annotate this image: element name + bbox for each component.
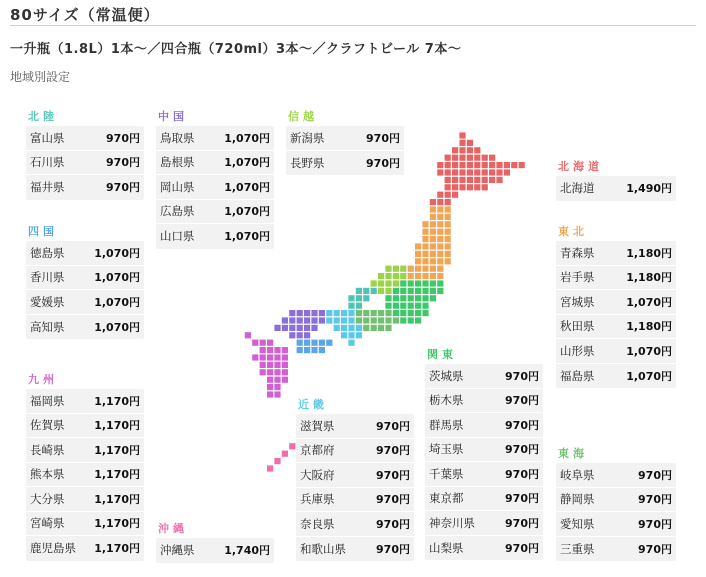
prefecture-name: 埼玉県 [429,442,464,457]
prefecture-name: 和歌山県 [300,541,346,556]
shipping-price: 1,170円 [94,468,140,482]
rate-row [286,126,404,151]
prefecture-name: 岡山県 [160,179,195,194]
region-title-hokuriku: 北陸 [28,110,58,123]
rate-row [556,176,676,201]
rate-row [26,290,144,315]
shipping-price: 1,070円 [626,295,672,309]
prefecture-name: 兵庫県 [300,492,335,507]
shipping-price: 1,170円 [94,492,140,506]
rate-table-kyushu [26,389,144,561]
rate-table-shinetsu [286,126,404,175]
region-chugoku [156,108,274,249]
prefecture-name: 福島県 [560,368,595,383]
prefecture-name: 茨城県 [429,368,464,383]
region-okinawa [156,520,274,563]
region-title-kyushu: 九州 [28,373,58,386]
region-hokuriku [26,108,144,200]
prefecture-name: 香川県 [30,270,65,285]
area-setting-label: 地域別設定 [10,70,71,84]
shipping-price: 1,070円 [94,271,140,285]
rate-row [156,151,274,176]
prefecture-name: 沖縄県 [160,543,195,558]
rate-row [556,364,676,389]
shipping-price: 970円 [505,394,539,408]
prefecture-name: 福岡県 [30,393,65,408]
rate-row [425,487,543,512]
rate-row [425,536,543,561]
prefecture-name: 宮城県 [560,294,595,309]
shipping-price: 1,070円 [626,344,672,358]
shipping-price: 1,180円 [626,271,672,285]
rate-row [556,463,676,488]
rate-row [286,151,404,176]
map-hokkaido-blocks [430,132,525,205]
shipping-price: 1,180円 [626,246,672,260]
prefecture-name: 東京都 [429,491,464,506]
shipping-price: 970円 [106,156,140,170]
region-title-kinki: 近畿 [298,398,328,411]
prefecture-name: 青森県 [560,245,595,260]
rate-row [26,151,144,176]
rate-row [425,462,543,487]
shipping-price: 970円 [376,419,410,433]
shipping-price: 1,070円 [94,295,140,309]
rate-row [556,339,676,364]
prefecture-name: 高知県 [30,319,65,334]
prefecture-name: 鹿児島県 [30,541,76,556]
shipping-price: 1,490円 [626,182,672,196]
region-title-chugoku: 中国 [158,110,188,123]
prefecture-name: 神奈川県 [429,515,475,530]
shipping-price: 1,070円 [94,246,140,260]
rate-row [296,414,414,439]
region-shikoku [26,223,144,339]
rate-row [425,389,543,414]
region-hokkaido [556,158,676,201]
rate-row [156,200,274,225]
shipping-price: 1,070円 [224,131,270,145]
region-title-tohoku: 東北 [558,225,588,238]
map-chugoku-blocks [274,310,325,338]
rate-table-hokkaido [556,176,676,201]
prefecture-name: 鳥取県 [160,130,195,145]
rate-row [556,537,676,562]
prefecture-name: 栃木県 [429,393,464,408]
rate-row [26,315,144,340]
shipping-price: 1,070円 [94,320,140,334]
prefecture-name: 新潟県 [290,130,325,145]
rate-row [296,512,414,537]
region-title-kanto: 関東 [427,348,457,361]
region-shinetsu [286,108,404,175]
shipping-price: 970円 [638,468,672,482]
rate-table-chugoku [156,126,274,249]
prefecture-name: 徳島県 [30,245,65,260]
rate-table-shikoku [26,241,144,339]
prefecture-name: 長野県 [290,155,325,170]
rate-row [296,488,414,513]
shipping-price: 1,170円 [94,419,140,433]
rate-table-kanto [425,364,543,560]
rate-row [26,266,144,291]
prefecture-name: 滋賀県 [300,418,335,433]
prefecture-name: 群馬県 [429,417,464,432]
shipping-price: 970円 [376,517,410,531]
prefecture-name: 佐賀県 [30,418,65,433]
rate-row [425,438,543,463]
shipping-price: 1,170円 [94,394,140,408]
prefecture-name: 長崎県 [30,442,65,457]
shipping-price: 1,070円 [224,180,270,194]
rate-table-hokuriku [26,126,144,200]
rate-row [556,488,676,513]
region-kyushu [26,371,144,561]
prefecture-name: 愛知県 [560,516,595,531]
rate-row [556,315,676,340]
shipping-price: 970円 [376,542,410,556]
shipping-price: 970円 [505,541,539,555]
rate-row [26,463,144,488]
shipping-price: 970円 [505,418,539,432]
shipping-price: 970円 [505,516,539,530]
shipping-price: 970円 [638,542,672,556]
prefecture-name: 三重県 [560,541,595,556]
rate-row [296,537,414,562]
rate-table-tohoku [556,241,676,388]
rate-row [26,536,144,561]
rate-row [26,175,144,200]
shipping-price: 970円 [106,181,140,195]
shipping-price: 970円 [638,493,672,507]
shipping-price: 1,170円 [94,443,140,457]
rate-row [425,413,543,438]
region-tohoku [556,223,676,388]
shipping-price: 1,070円 [224,230,270,244]
prefecture-name: 富山県 [30,130,65,145]
rate-row [156,224,274,249]
shipping-price: 1,170円 [94,542,140,556]
map-shikoku-blocks [297,340,333,354]
prefecture-name: 岐阜県 [560,467,595,482]
shipping-price: 970円 [505,492,539,506]
prefecture-name: 熊本県 [30,467,65,482]
title-divider [10,25,696,26]
region-title-hokkaido: 北海道 [558,160,603,173]
prefecture-name: 愛媛県 [30,294,65,309]
shipping-price: 970円 [376,493,410,507]
rate-row [156,175,274,200]
map-tohoku-blocks [408,206,451,279]
prefecture-name: 広島県 [160,204,195,219]
rate-table-okinawa [156,538,274,563]
rate-row [26,241,144,266]
region-kinki [296,396,414,561]
prefecture-name: 大阪府 [300,467,335,482]
rate-row [296,463,414,488]
shipping-price: 970円 [505,443,539,457]
prefecture-name: 福井県 [30,180,65,195]
prefecture-name: 山梨県 [429,540,464,555]
rate-table-tokai [556,463,676,561]
rate-row [156,538,274,563]
rate-row [556,266,676,291]
map-hokuriku-blocks [348,288,376,309]
shipping-price: 1,070円 [224,205,270,219]
prefecture-name: 京都府 [300,443,335,458]
rate-row [556,241,676,266]
rate-row [425,364,543,389]
rate-row [26,389,144,414]
map-kyushu-blocks [245,332,288,397]
shipping-price: 970円 [505,369,539,383]
rate-row [26,438,144,463]
shipping-price: 1,070円 [626,369,672,383]
rate-table-kinki [296,414,414,561]
region-title-okinawa: 沖縄 [158,522,188,535]
region-title-shikoku: 四国 [28,225,58,238]
rate-row [26,512,144,537]
prefecture-name: 島根県 [160,155,195,170]
rate-row [26,487,144,512]
rate-row [296,439,414,464]
rate-row [26,126,144,151]
prefecture-name: 千葉県 [429,466,464,481]
region-title-shinetsu: 信越 [288,110,318,123]
shipping-price: 970円 [638,517,672,531]
shipping-price: 1,740円 [224,544,270,558]
rate-row [156,126,274,151]
rate-row [556,512,676,537]
rate-row [425,511,543,536]
page-title: 80サイズ（常温便） [10,6,160,24]
shipping-price: 1,180円 [626,320,672,334]
shipping-price: 970円 [376,444,410,458]
shipping-price: 970円 [366,131,400,145]
prefecture-name: 北海道 [560,181,595,196]
prefecture-name: 岩手県 [560,270,595,285]
prefecture-name: 奈良県 [300,516,335,531]
prefecture-name: 静岡県 [560,492,595,507]
prefecture-name: 大分県 [30,491,65,506]
prefecture-name: 山口県 [160,229,195,244]
shipping-price: 1,070円 [224,156,270,170]
size-condition: 一升瓶（1.8L）1本～／四合瓶（720ml）3本～／クラフトビール 7本～ [10,42,462,57]
map-kanto-blocks [385,280,443,323]
map-tokai-blocks [356,310,399,331]
prefecture-name: 宮崎県 [30,516,65,531]
shipping-price: 970円 [366,156,400,170]
rate-row [26,414,144,439]
prefecture-name: 秋田県 [560,319,595,334]
prefecture-name: 石川県 [30,155,65,170]
region-kanto [425,346,543,560]
shipping-price: 1,170円 [94,517,140,531]
rate-row [556,290,676,315]
shipping-price: 970円 [376,468,410,482]
shipping-price: 970円 [505,467,539,481]
shipping-price: 970円 [106,131,140,145]
region-tokai [556,445,676,561]
region-title-tokai: 東海 [558,447,588,460]
prefecture-name: 山形県 [560,343,595,358]
